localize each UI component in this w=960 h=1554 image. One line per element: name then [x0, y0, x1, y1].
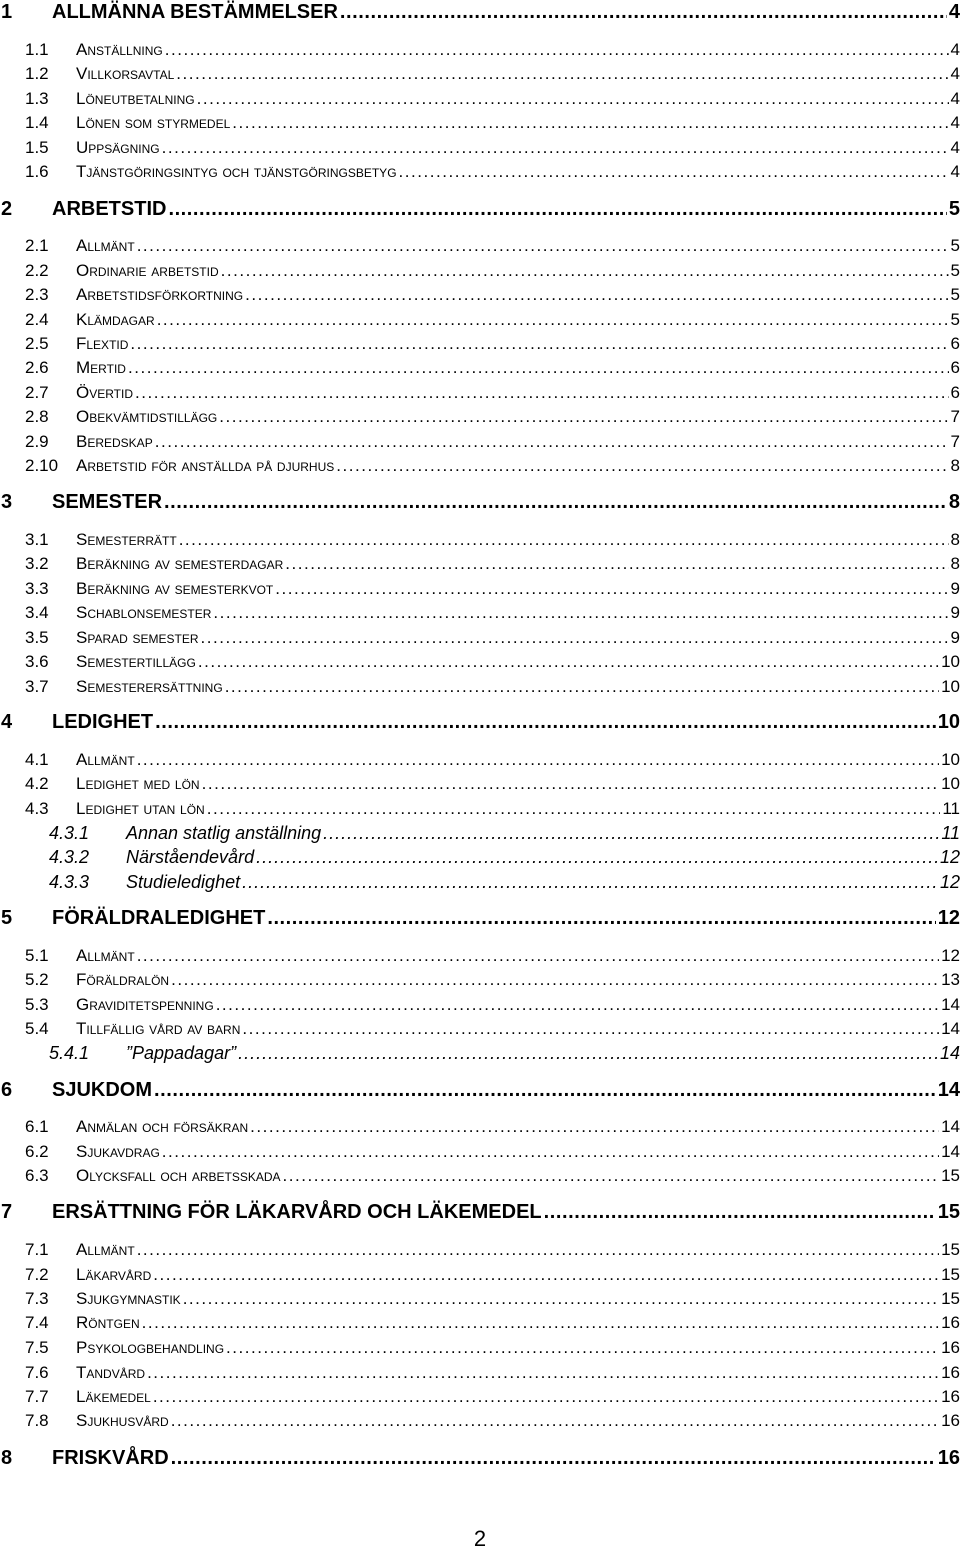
toc-chapter[interactable]: [0, 907, 960, 930]
toc-number: 3: [1, 491, 13, 513]
toc-number: 6.1: [25, 1117, 49, 1136]
page-number: 2: [473, 1526, 487, 1551]
toc-number: 7.8: [25, 1411, 49, 1430]
toc-page-number: 8: [950, 456, 960, 475]
toc-page-number: 6: [950, 358, 960, 377]
toc-number: 3.5: [25, 628, 49, 647]
toc-section[interactable]: [0, 1019, 960, 1039]
toc-title: LEDIGHET: [52, 711, 154, 733]
toc-page-number: 5: [950, 310, 960, 329]
toc-title: Semesterersättning: [76, 677, 223, 696]
toc-title: Allmänt: [76, 236, 135, 255]
toc-page-number: 15: [941, 1265, 960, 1284]
toc-page-number: 4: [950, 162, 960, 181]
toc-page-number: 16: [937, 1447, 960, 1469]
toc-number: 6: [1, 1079, 13, 1101]
toc-number: 7: [1, 1201, 13, 1223]
toc-page-number: 7: [950, 407, 960, 426]
toc-page-number: 4: [950, 89, 960, 108]
toc-title: Anmälan och försäkran: [76, 1117, 249, 1136]
toc-number: 1.5: [25, 138, 49, 157]
toc-title: Allmänt: [76, 750, 135, 769]
toc-number: 2.4: [25, 310, 49, 329]
toc-page-number: 10: [937, 711, 960, 733]
toc-page-number: 7: [950, 432, 960, 451]
toc-number: 4.3: [25, 799, 49, 818]
toc-page-number: 10: [941, 774, 960, 793]
toc-page-number: 4: [948, 1, 960, 23]
toc-leader-dots: [137, 946, 939, 966]
toc-title: Obekvämtidstillägg: [76, 407, 218, 426]
toc-leader-dots: [183, 1289, 939, 1309]
toc-title: Läkarvård: [76, 1265, 152, 1284]
toc-title: Sparad semester: [76, 628, 199, 647]
toc-title: Ledighet med lön: [76, 774, 200, 793]
toc-leader-dots: [238, 1043, 938, 1064]
toc-leader-dots: [162, 138, 949, 158]
toc-section[interactable]: [0, 113, 960, 133]
toc-page-number: 13: [941, 970, 960, 989]
toc-page-number: 5: [950, 285, 960, 304]
toc-title: Sjukavdrag: [76, 1142, 160, 1161]
toc-section[interactable]: [0, 1411, 960, 1431]
toc-page-number: 10: [941, 652, 960, 671]
toc-page-number: 4: [950, 138, 960, 157]
toc-number: 5.2: [25, 970, 49, 989]
toc-title: Övertid: [76, 383, 134, 402]
toc-section[interactable]: [0, 162, 960, 182]
toc-leader-dots: [162, 1142, 939, 1162]
toc-number: 4.3.2: [49, 847, 90, 867]
toc-number: 1.3: [25, 89, 49, 108]
toc-page-number: 4: [950, 64, 960, 83]
toc-page-number: 14: [941, 1117, 960, 1136]
toc-section[interactable]: [0, 1265, 960, 1285]
toc-page-number: 16: [941, 1313, 960, 1332]
toc-page-number: 15: [937, 1201, 960, 1223]
toc-number: 3.4: [25, 603, 49, 622]
toc-number: 7.2: [25, 1265, 49, 1284]
toc-leader-dots: [128, 358, 949, 378]
toc-subsection[interactable]: [0, 1043, 960, 1064]
toc-number: 7.6: [25, 1363, 49, 1382]
toc-page-number: 9: [950, 579, 960, 598]
toc-page-number: 12: [939, 847, 960, 867]
toc-section[interactable]: [0, 407, 960, 427]
toc-section[interactable]: [0, 358, 960, 378]
toc-leader-dots: [242, 1019, 939, 1039]
toc-number: 2: [1, 198, 13, 220]
toc-title: Arbetstidsförkortning: [76, 285, 244, 304]
toc-page-number: 12: [941, 946, 960, 965]
toc-leader-dots: [399, 162, 949, 182]
toc-title: Studieledighet: [126, 872, 241, 892]
toc-section[interactable]: [0, 334, 960, 354]
toc-leader-dots: [340, 1, 947, 24]
toc-leader-dots: [283, 1166, 940, 1186]
toc-number: 2.8: [25, 407, 49, 426]
toc-section[interactable]: [0, 970, 960, 990]
toc-number: 4: [1, 711, 13, 733]
toc-title: SJUKDOM: [52, 1079, 153, 1101]
toc-page-number: 8: [950, 530, 960, 549]
toc-title: Sjukgymnastik: [76, 1289, 181, 1308]
toc-page-number: 11: [942, 799, 960, 818]
toc-number: 7.7: [25, 1387, 49, 1406]
toc-number: 3.7: [25, 677, 49, 696]
toc-section[interactable]: [0, 603, 960, 623]
toc-leader-dots: [544, 1201, 936, 1224]
toc-page-number: 14: [939, 1043, 960, 1063]
toc-page-number: 12: [937, 907, 960, 929]
toc-title: Tandvård: [76, 1363, 146, 1382]
toc-title: ”Pappadagar”: [126, 1043, 237, 1063]
toc-number: 6.3: [25, 1166, 49, 1185]
toc-number: 2.3: [25, 285, 49, 304]
toc-number: 1: [1, 1, 13, 23]
toc-section[interactable]: [0, 1166, 960, 1186]
toc-section[interactable]: [0, 799, 960, 819]
toc-leader-dots: [242, 872, 938, 893]
toc-title: Ledighet utan lön: [76, 799, 205, 818]
toc-number: 5.4: [25, 1019, 49, 1038]
toc-title: Löneutbetalning: [76, 89, 195, 108]
toc-leader-dots: [221, 261, 949, 281]
toc-title: Beräkning av semesterkvot: [76, 579, 274, 598]
toc-title: Villkorsavtal: [76, 64, 175, 83]
toc-number: 3.3: [25, 579, 49, 598]
toc-page-number: 8: [948, 491, 960, 513]
toc-title: Närståendevård: [126, 847, 255, 867]
toc-section[interactable]: [0, 1289, 960, 1309]
toc-leader-dots: [202, 774, 939, 794]
toc-title: Graviditetspenning: [76, 995, 214, 1014]
toc-section[interactable]: [0, 40, 960, 60]
toc-chapter[interactable]: [0, 711, 960, 734]
toc-leader-dots: [201, 628, 949, 648]
toc-subsection[interactable]: [0, 872, 960, 893]
toc-leader-dots: [153, 1387, 939, 1407]
toc-title: Olycksfall och arbetsskada: [76, 1166, 281, 1185]
toc-leader-dots: [171, 1411, 939, 1431]
toc-leader-dots: [179, 530, 949, 550]
toc-page-number: 8: [950, 554, 960, 573]
toc-title: Allmänt: [76, 946, 135, 965]
toc-leader-dots: [207, 799, 941, 819]
toc-page-number: 6: [950, 383, 960, 402]
toc-number: 2.9: [25, 432, 49, 451]
toc-page-number: 16: [941, 1387, 960, 1406]
toc-number: 4.1: [25, 750, 49, 769]
toc-number: 2.5: [25, 334, 49, 353]
toc-section[interactable]: [0, 628, 960, 648]
toc-title: Psykologbehandling: [76, 1338, 225, 1357]
toc-title: Beräkning av semesterdagar: [76, 554, 284, 573]
toc-leader-dots: [171, 970, 939, 990]
toc-page-number: 15: [941, 1166, 960, 1185]
toc-number: 1.4: [25, 113, 49, 132]
toc-page-number: 10: [941, 677, 960, 696]
toc-leader-dots: [336, 456, 948, 476]
toc-number: 4.2: [25, 774, 49, 793]
toc-leader-dots: [176, 64, 948, 84]
toc-section[interactable]: [0, 432, 960, 452]
toc-leader-dots: [285, 554, 948, 574]
toc-title: ARBETSTID: [52, 198, 167, 220]
toc-section[interactable]: [0, 64, 960, 84]
toc-page-number: 16: [941, 1363, 960, 1382]
toc-title: Flextid: [76, 334, 129, 353]
toc-title: Allmänt: [76, 1240, 135, 1259]
toc-leader-dots: [323, 823, 939, 844]
toc-page-number: 14: [941, 995, 960, 1014]
toc-section[interactable]: [0, 554, 960, 574]
toc-title: Föräldralön: [76, 970, 170, 989]
toc-section[interactable]: [0, 261, 960, 281]
toc-page-number: 10: [941, 750, 960, 769]
toc-chapter[interactable]: [0, 1, 960, 24]
toc-page-number: 5: [950, 261, 960, 280]
toc-section[interactable]: [0, 530, 960, 550]
toc-leader-dots: [256, 847, 938, 868]
toc-section[interactable]: [0, 1338, 960, 1358]
toc-title: Semesterrätt: [76, 530, 177, 549]
toc-number: 5: [1, 907, 13, 929]
toc-number: 2.10: [25, 456, 59, 475]
toc-leader-dots: [232, 113, 948, 133]
toc-title: Semestertillägg: [76, 652, 196, 671]
toc-number: 5.4.1: [49, 1043, 90, 1063]
toc-page-number: 15: [941, 1240, 960, 1259]
toc-leader-dots: [198, 652, 939, 672]
toc-number: 2.6: [25, 358, 49, 377]
toc-leader-dots: [153, 1265, 939, 1285]
toc-subsection[interactable]: [0, 823, 960, 844]
toc-page-number: 4: [950, 40, 960, 59]
toc-number: 1.6: [25, 162, 49, 181]
toc-title: Anställning: [76, 40, 163, 59]
toc-number: 3.6: [25, 652, 49, 671]
toc-number: 7.5: [25, 1338, 49, 1357]
toc-leader-dots: [197, 89, 949, 109]
toc-leader-dots: [213, 603, 948, 623]
toc-leader-dots: [135, 383, 949, 403]
toc-section[interactable]: [0, 1117, 960, 1137]
toc-title: Lönen som styrmedel: [76, 113, 231, 132]
toc-number: 8: [1, 1447, 13, 1469]
toc-leader-dots: [130, 334, 948, 354]
toc-leader-dots: [147, 1363, 939, 1383]
toc-page-number: 14: [941, 1019, 960, 1038]
toc-leader-dots: [245, 285, 948, 305]
toc-page-number: 9: [950, 603, 960, 622]
toc-leader-dots: [168, 198, 946, 221]
toc-leader-dots: [154, 1079, 936, 1102]
toc-title: FRISKVÅRD: [52, 1447, 169, 1469]
toc-section[interactable]: [0, 1142, 960, 1162]
toc-title: Uppsägning: [76, 138, 160, 157]
toc-page-number: 14: [937, 1079, 960, 1101]
toc-page-number: 6: [950, 334, 960, 353]
toc-section[interactable]: [0, 1363, 960, 1383]
toc-title: Sjukhusvård: [76, 1411, 169, 1430]
toc-section[interactable]: [0, 383, 960, 403]
toc-section[interactable]: [0, 236, 960, 256]
toc-leader-dots: [137, 1240, 939, 1260]
toc-section[interactable]: [0, 750, 960, 770]
toc-number: 7.3: [25, 1289, 49, 1308]
toc-number: 4.3.3: [49, 872, 90, 892]
toc-number: 5.3: [25, 995, 49, 1014]
toc-number: 2.2: [25, 261, 49, 280]
toc-number: 3.1: [25, 530, 49, 549]
toc-leader-dots: [267, 907, 935, 930]
toc-title: ERSÄTTNING FÖR LÄKARVÅRD OCH LÄKEMEDEL: [52, 1201, 542, 1223]
toc-page-number: 9: [950, 628, 960, 647]
toc-number: 1.2: [25, 64, 49, 83]
toc-section[interactable]: [0, 1313, 960, 1333]
toc-section[interactable]: [0, 310, 960, 330]
toc-number: 1.1: [25, 40, 49, 59]
toc-title: FÖRÄLDRALEDIGHET: [52, 907, 266, 929]
toc-leader-dots: [155, 711, 936, 734]
toc-leader-dots: [137, 750, 939, 770]
toc-title: Arbetstid för anställda på djurhus: [76, 456, 335, 475]
toc-chapter[interactable]: [0, 198, 960, 221]
toc-section[interactable]: [0, 456, 960, 476]
toc-leader-dots: [164, 491, 947, 514]
toc-title: SEMESTER: [52, 491, 163, 513]
toc-title: Klämdagar: [76, 310, 155, 329]
toc-chapter[interactable]: [0, 1079, 960, 1102]
toc-number: 6.2: [25, 1142, 49, 1161]
toc-section[interactable]: [0, 946, 960, 966]
toc-leader-dots: [142, 1313, 939, 1333]
toc-page-number: 16: [941, 1338, 960, 1357]
toc-section[interactable]: [0, 652, 960, 672]
toc-title: Ordinarie arbetstid: [76, 261, 219, 280]
toc-title: Läkemedel: [76, 1387, 151, 1406]
toc-section[interactable]: [0, 89, 960, 109]
toc-chapter[interactable]: [0, 1447, 960, 1470]
toc-leader-dots: [250, 1117, 939, 1137]
toc-number: 2.7: [25, 383, 49, 402]
toc-page-number: 5: [950, 236, 960, 255]
toc-page-number: 15: [941, 1289, 960, 1308]
toc-leader-dots: [165, 40, 949, 60]
toc-number: 7.1: [25, 1240, 49, 1259]
toc-page-number: 16: [941, 1411, 960, 1430]
toc-leader-dots: [216, 995, 939, 1015]
toc-leader-dots: [155, 432, 949, 452]
toc-leader-dots: [226, 1338, 939, 1358]
toc-number: 2.1: [25, 236, 49, 255]
toc-leader-dots: [157, 310, 949, 330]
toc-page-number: 14: [941, 1142, 960, 1161]
toc-title: Röntgen: [76, 1313, 140, 1332]
toc-title: ALLMÄNNA BESTÄMMELSER: [52, 1, 338, 23]
toc-title: Annan statlig anställning: [126, 823, 322, 843]
toc-leader-dots: [275, 579, 948, 599]
toc-subsection[interactable]: [0, 847, 960, 868]
toc-section[interactable]: [0, 995, 960, 1015]
toc-page-number: 11: [941, 823, 960, 843]
toc-page-number: 12: [939, 872, 960, 892]
toc-leader-dots: [225, 677, 939, 697]
toc-title: Beredskap: [76, 432, 153, 451]
toc-title: Schablonsemester: [76, 603, 212, 622]
toc-leader-dots: [219, 407, 948, 427]
toc-section[interactable]: [0, 285, 960, 305]
toc-section[interactable]: [0, 138, 960, 158]
toc-title: Tillfällig vård av barn: [76, 1019, 241, 1038]
toc-section[interactable]: [0, 1240, 960, 1260]
toc-section[interactable]: [0, 774, 960, 794]
toc-page-number: 4: [950, 113, 960, 132]
toc-chapter[interactable]: [0, 491, 960, 514]
toc-section[interactable]: [0, 1387, 960, 1407]
toc-number: 5.1: [25, 946, 49, 965]
toc-number: 3.2: [25, 554, 49, 573]
toc-section[interactable]: [0, 579, 960, 599]
toc-number: 4.3.1: [49, 823, 90, 843]
toc-leader-dots: [137, 236, 949, 256]
toc-title: Mertid: [76, 358, 126, 377]
toc-page-number: 5: [948, 198, 960, 220]
toc-leader-dots: [171, 1447, 936, 1470]
toc-number: 7.4: [25, 1313, 49, 1332]
toc-section[interactable]: [0, 677, 960, 697]
toc-chapter[interactable]: [0, 1201, 960, 1224]
toc-title: Tjänstgöringsintyg och tjänstgöringsbetyg: [76, 162, 397, 181]
